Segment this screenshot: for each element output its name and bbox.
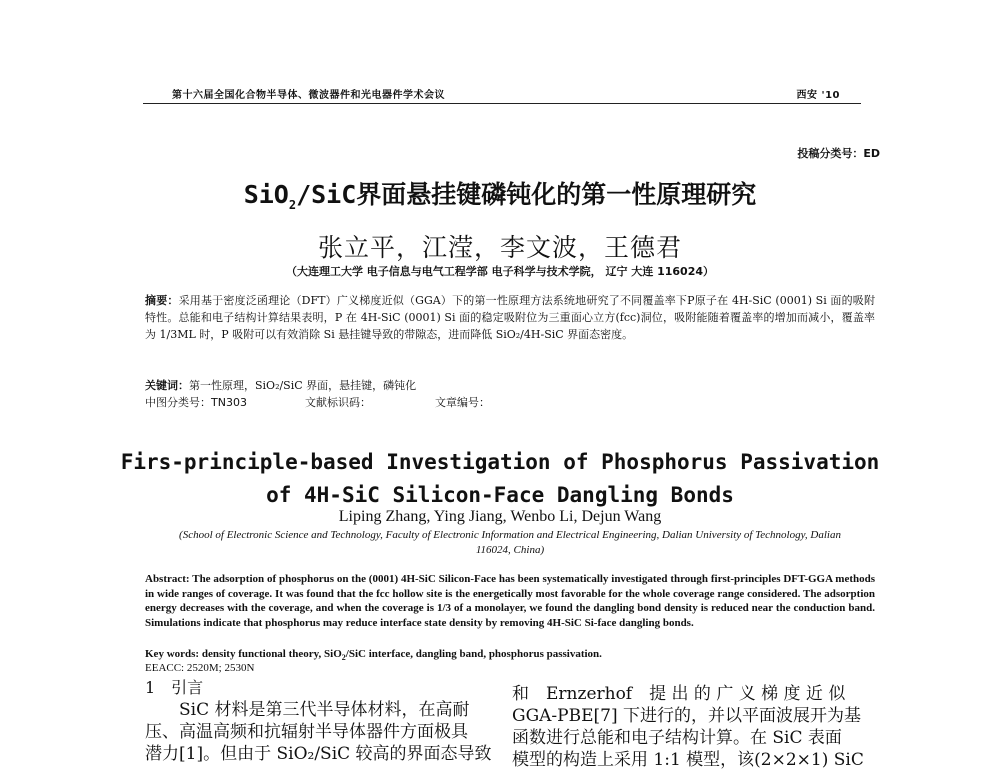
keywords-en-before: Key words: density functional theory, SiO	[145, 648, 342, 660]
keywords-cn-text: 第一性原理，SiO₂/SiC 界面，悬挂键，磷钝化	[189, 379, 417, 392]
body-right-column	[512, 683, 877, 771]
body-right-line: 和 Ernzerhof 提 出 的 广 义 梯 度 近 似	[512, 684, 846, 704]
title-chinese	[0, 175, 1000, 212]
body-left-line: SiC 材料是第三代半导体材料，在高耐	[179, 700, 470, 720]
body-right-line: 模型的构造上采用 1:1 模型，该(2×2×1) SiC	[512, 750, 864, 770]
article-number: 文章编号：	[435, 396, 490, 409]
body-left-line: 潜力[1]。但由于 SiO₂/SiC 较高的界面态导致	[145, 744, 492, 764]
document-code: 文献标识码：	[305, 396, 371, 409]
abstract-english: Abstract: The adsorption of phosphorus on the (0001) 4H-SiC Silicon-Face has been systematically investigated through first-principles DFT-GGA methods in wide ranges of coverage. It was found that the fcc hollow site is the energetically most favorable for the whole coverage range considered. The adsorption energy decreases with the coverage, and when the coverage is 1/3 of a monolayer, we found the dangling bond density is reduced near the conduction band. Simulations indicate that phosphorus may reduce interface state density by removing 4H-SiC Si-face dangling bonds.	[145, 573, 875, 629]
abstract-cn-text: 采用基于密度泛函理论（DFT）广义梯度近似（GGA）下的第一性原理方法系统地研究了不同覆盖率下P原子在 4H-SiC (0001) Si 面的吸附特性。总能和电子结构计算结果表明，P 在 4H-SiC (0001) Si 面的稳定吸附位为三重面心立方(fcc)洞位，吸附能随着覆盖率的增加而减小，覆盖率为 1/3ML 时，P 吸附可以有效消除 Si 悬挂键导致的带隙态，进而降低 SiO₂/4H-SiC 界面态密度。	[145, 294, 875, 341]
authors-chinese: 张立平，江滢，李文波，王德君	[317, 233, 682, 262]
keywords-english	[145, 648, 602, 662]
body-right-line: GGA-PBE[7] 下进行的，并以平面波展开为基	[512, 706, 862, 726]
conference-name: 第十六届全国化合物半导体、微波器件和光电器件学术会议	[172, 90, 445, 101]
title-cn-subscript: 2	[288, 198, 297, 212]
affiliation-english: (School of Electronic Science and Technology, Faculty of Electronic Information and Electrical Engineering, Dalian University of Technology, Dalian 116024, China)	[179, 529, 841, 556]
running-header	[172, 86, 862, 100]
affiliation-chinese: （大连理工大学 电子信息与电气工程学部 电子科学与技术学院， 辽宁 大连 116024）	[285, 265, 715, 278]
body-left-column	[145, 677, 500, 765]
abstract-cn-label: 摘要：	[145, 294, 179, 307]
title-en-line1: Firs-principle-based Investigation of Phosphorus Passivation	[120, 450, 880, 474]
title-cn-prefix: SiO	[243, 180, 289, 209]
header-rule	[143, 103, 861, 104]
title-en-line2: of 4H-SiC Silicon-Face Dangling Bonds	[266, 483, 734, 507]
keywords-en-after: /SiC interface, dangling band, phosphorus passivation.	[345, 648, 602, 660]
title-cn-rest: /SiC界面悬挂键磷钝化的第一性原理研究	[296, 180, 757, 209]
keywords-cn-label: 关键词：	[145, 379, 189, 392]
classification-line	[145, 394, 865, 410]
keywords-en-subscript: 2	[341, 653, 346, 663]
body-right-line: 函数进行总能和电子结构计算。在 SiC 表面	[512, 728, 842, 748]
body-left-line: 压、高温高频和抗辐射半导体器件方面极具	[145, 722, 468, 742]
clc-number: 中图分类号：TN303	[145, 396, 247, 409]
title-english	[0, 446, 1000, 512]
keywords-chinese	[145, 377, 416, 393]
conference-location-year: 西安 '10	[796, 90, 840, 101]
section-heading-introduction: 1 引言	[145, 678, 204, 697]
eeacc-codes: EEACC: 2520M; 2530N	[145, 662, 255, 674]
authors-english: Liping Zhang, Ying Jiang, Wenbo Li, Dejun Wang	[338, 508, 662, 525]
submission-class-code: 投稿分类号：ED	[797, 147, 880, 160]
abstract-chinese	[145, 292, 875, 343]
